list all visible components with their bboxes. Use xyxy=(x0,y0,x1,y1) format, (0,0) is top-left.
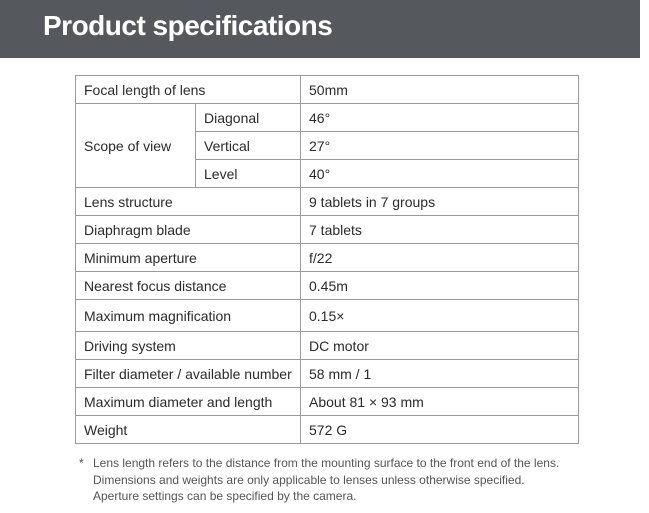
spec-label: Scope of view xyxy=(76,104,196,188)
spec-value: 58 mm / 1 xyxy=(301,360,579,388)
specifications-table xyxy=(75,75,579,444)
table-row xyxy=(76,104,579,132)
spec-value: 572 G xyxy=(301,416,579,444)
table-row xyxy=(76,332,579,360)
footnote-line: Lens length refers to the distance from the mounting surface to the front end of the lens. xyxy=(93,456,560,470)
footnote-asterisk: * xyxy=(79,456,84,470)
table-row xyxy=(76,360,579,388)
spec-value: 7 tablets xyxy=(301,216,579,244)
spec-label: Filter diameter / available number xyxy=(76,360,301,388)
spec-sublabel: Level xyxy=(196,160,301,188)
spec-label: Maximum diameter and length xyxy=(76,388,301,416)
table-row xyxy=(76,76,579,104)
spec-label: Focal length of lens xyxy=(76,76,301,104)
table-row xyxy=(76,300,579,332)
table-row xyxy=(76,272,579,300)
spec-label: Weight xyxy=(76,416,301,444)
spec-value: About 81 × 93 mm xyxy=(301,388,579,416)
spec-value: 50mm xyxy=(301,76,579,104)
spec-sublabel: Vertical xyxy=(196,132,301,160)
table-row xyxy=(76,216,579,244)
spec-label: Maximum magnification xyxy=(76,300,301,332)
spec-label: Lens structure xyxy=(76,188,301,216)
table-row xyxy=(76,416,579,444)
spec-value: 0.45m xyxy=(301,272,579,300)
footnote xyxy=(79,455,559,505)
spec-value: DC motor xyxy=(301,332,579,360)
table-row xyxy=(76,244,579,272)
spec-value: 27° xyxy=(301,132,579,160)
header-banner xyxy=(0,0,640,58)
table-row xyxy=(76,388,579,416)
table-row xyxy=(76,188,579,216)
spec-value: 9 tablets in 7 groups xyxy=(301,188,579,216)
footnote-line: Aperture settings can be specified by the camera. xyxy=(93,489,357,503)
spec-value: 40° xyxy=(301,160,579,188)
spec-label: Driving system xyxy=(76,332,301,360)
spec-label: Minimum aperture xyxy=(76,244,301,272)
spec-label: Diaphragm blade xyxy=(76,216,301,244)
spec-label: Nearest focus distance xyxy=(76,272,301,300)
footnote-line: Dimensions and weights are only applicable to lenses unless otherwise specified. xyxy=(93,472,525,487)
spec-value: f/22 xyxy=(301,244,579,272)
spec-sublabel: Diagonal xyxy=(196,104,301,132)
page-title: Product specifications xyxy=(43,10,333,41)
spec-value: 46° xyxy=(301,104,579,132)
spec-value: 0.15× xyxy=(301,300,579,332)
